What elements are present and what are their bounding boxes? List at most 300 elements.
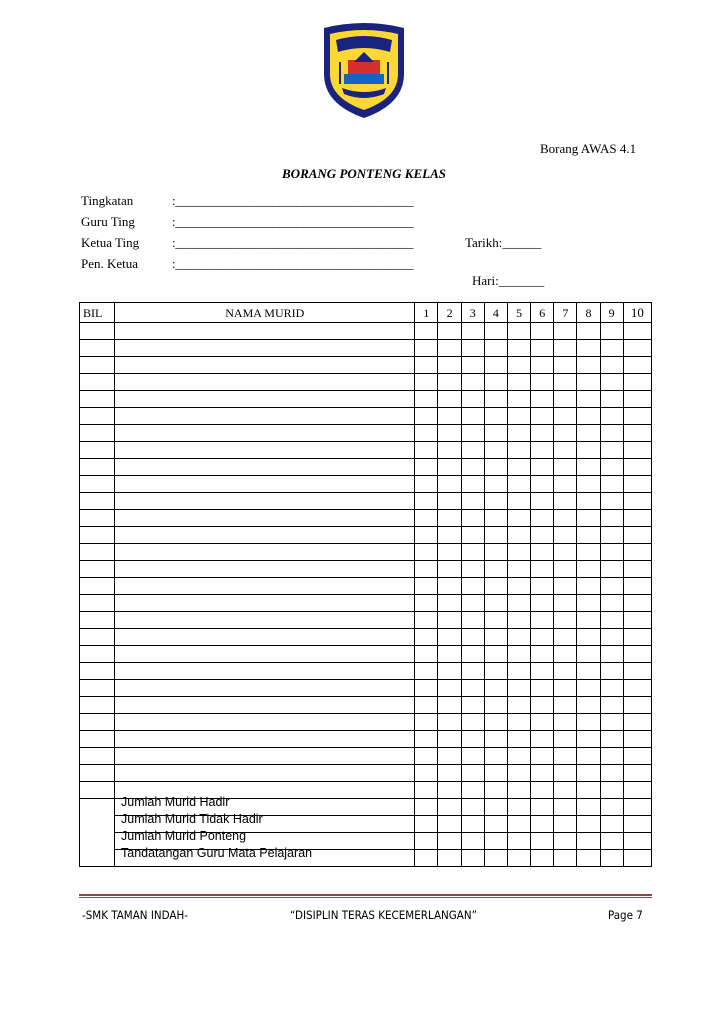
period-cell[interactable] xyxy=(415,493,438,510)
period-cell[interactable] xyxy=(507,612,530,629)
period-cell[interactable] xyxy=(600,340,623,357)
period-cell[interactable] xyxy=(415,799,438,816)
period-cell[interactable] xyxy=(577,476,600,493)
period-cell[interactable] xyxy=(438,595,461,612)
period-cell[interactable] xyxy=(484,765,507,782)
period-cell[interactable] xyxy=(554,510,577,527)
period-cell[interactable] xyxy=(554,578,577,595)
period-cell[interactable] xyxy=(577,629,600,646)
period-cell[interactable] xyxy=(507,714,530,731)
period-cell[interactable] xyxy=(577,680,600,697)
period-cell[interactable] xyxy=(461,425,484,442)
period-cell[interactable] xyxy=(484,629,507,646)
period-cell[interactable] xyxy=(577,561,600,578)
nama-cell[interactable] xyxy=(115,425,415,442)
period-cell[interactable] xyxy=(484,680,507,697)
period-cell[interactable] xyxy=(531,850,554,867)
period-cell[interactable] xyxy=(554,544,577,561)
period-cell[interactable] xyxy=(438,340,461,357)
period-cell[interactable] xyxy=(461,374,484,391)
period-cell[interactable] xyxy=(461,714,484,731)
period-cell[interactable] xyxy=(623,493,651,510)
period-cell[interactable] xyxy=(623,510,651,527)
period-cell[interactable] xyxy=(623,765,651,782)
period-cell[interactable] xyxy=(600,731,623,748)
period-cell[interactable] xyxy=(623,595,651,612)
period-cell[interactable] xyxy=(600,612,623,629)
period-cell[interactable] xyxy=(600,459,623,476)
period-cell[interactable] xyxy=(415,561,438,578)
period-cell[interactable] xyxy=(507,340,530,357)
period-cell[interactable] xyxy=(623,697,651,714)
period-cell[interactable] xyxy=(507,799,530,816)
period-cell[interactable] xyxy=(438,374,461,391)
period-cell[interactable] xyxy=(600,544,623,561)
period-cell[interactable] xyxy=(461,731,484,748)
period-cell[interactable] xyxy=(415,765,438,782)
period-cell[interactable] xyxy=(623,663,651,680)
period-cell[interactable] xyxy=(507,391,530,408)
period-cell[interactable] xyxy=(415,697,438,714)
bil-cell[interactable] xyxy=(80,442,115,459)
hari-field[interactable]: Hari:_______ xyxy=(472,273,545,288)
period-cell[interactable] xyxy=(415,646,438,663)
period-cell[interactable] xyxy=(600,646,623,663)
bil-cell[interactable] xyxy=(80,612,115,629)
period-cell[interactable] xyxy=(623,748,651,765)
period-cell[interactable] xyxy=(531,595,554,612)
period-cell[interactable] xyxy=(600,561,623,578)
period-cell[interactable] xyxy=(415,833,438,850)
period-cell[interactable] xyxy=(415,612,438,629)
period-cell[interactable] xyxy=(554,748,577,765)
period-cell[interactable] xyxy=(461,493,484,510)
period-cell[interactable] xyxy=(507,748,530,765)
period-cell[interactable] xyxy=(415,374,438,391)
period-cell[interactable] xyxy=(577,391,600,408)
period-cell[interactable] xyxy=(461,578,484,595)
period-cell[interactable] xyxy=(438,408,461,425)
period-cell[interactable] xyxy=(577,782,600,799)
field-line-pen-ketua[interactable]: :_______________________________________ xyxy=(172,256,414,271)
period-cell[interactable] xyxy=(461,459,484,476)
period-cell[interactable] xyxy=(507,527,530,544)
period-cell[interactable] xyxy=(577,646,600,663)
period-cell[interactable] xyxy=(531,714,554,731)
field-line-ketua-ting[interactable]: :_______________________________________ xyxy=(172,235,414,250)
nama-cell[interactable] xyxy=(115,340,415,357)
bil-cell[interactable] xyxy=(80,850,115,867)
period-cell[interactable] xyxy=(554,680,577,697)
period-cell[interactable] xyxy=(554,374,577,391)
period-cell[interactable] xyxy=(531,340,554,357)
period-cell[interactable] xyxy=(438,697,461,714)
period-cell[interactable] xyxy=(623,629,651,646)
period-cell[interactable] xyxy=(600,680,623,697)
period-cell[interactable] xyxy=(507,765,530,782)
period-cell[interactable] xyxy=(600,663,623,680)
period-cell[interactable] xyxy=(577,493,600,510)
period-cell[interactable] xyxy=(531,731,554,748)
period-cell[interactable] xyxy=(600,408,623,425)
bil-cell[interactable] xyxy=(80,731,115,748)
period-cell[interactable] xyxy=(554,459,577,476)
bil-cell[interactable] xyxy=(80,374,115,391)
period-cell[interactable] xyxy=(484,833,507,850)
period-cell[interactable] xyxy=(531,357,554,374)
period-cell[interactable] xyxy=(623,782,651,799)
period-cell[interactable] xyxy=(484,510,507,527)
bil-cell[interactable] xyxy=(80,799,115,816)
period-cell[interactable] xyxy=(531,816,554,833)
period-cell[interactable] xyxy=(623,527,651,544)
period-cell[interactable] xyxy=(507,425,530,442)
period-cell[interactable] xyxy=(438,646,461,663)
period-cell[interactable] xyxy=(484,357,507,374)
bil-cell[interactable] xyxy=(80,544,115,561)
period-cell[interactable] xyxy=(461,527,484,544)
period-cell[interactable] xyxy=(507,663,530,680)
period-cell[interactable] xyxy=(600,578,623,595)
period-cell[interactable] xyxy=(554,663,577,680)
period-cell[interactable] xyxy=(438,357,461,374)
bil-cell[interactable] xyxy=(80,425,115,442)
period-cell[interactable] xyxy=(623,391,651,408)
period-cell[interactable] xyxy=(438,493,461,510)
period-cell[interactable] xyxy=(438,578,461,595)
period-cell[interactable] xyxy=(484,323,507,340)
period-cell[interactable] xyxy=(415,476,438,493)
nama-cell[interactable] xyxy=(115,544,415,561)
period-cell[interactable] xyxy=(415,544,438,561)
bil-cell[interactable] xyxy=(80,340,115,357)
period-cell[interactable] xyxy=(438,680,461,697)
nama-cell[interactable] xyxy=(115,493,415,510)
period-cell[interactable] xyxy=(531,459,554,476)
nama-cell[interactable] xyxy=(115,663,415,680)
bil-cell[interactable] xyxy=(80,357,115,374)
period-cell[interactable] xyxy=(554,408,577,425)
period-cell[interactable] xyxy=(484,646,507,663)
period-cell[interactable] xyxy=(438,748,461,765)
period-cell[interactable] xyxy=(623,374,651,391)
period-cell[interactable] xyxy=(415,323,438,340)
period-cell[interactable] xyxy=(623,476,651,493)
period-cell[interactable] xyxy=(507,357,530,374)
period-cell[interactable] xyxy=(461,357,484,374)
period-cell[interactable] xyxy=(531,544,554,561)
nama-cell[interactable] xyxy=(115,765,415,782)
nama-cell[interactable] xyxy=(115,408,415,425)
period-cell[interactable] xyxy=(438,544,461,561)
period-cell[interactable] xyxy=(531,510,554,527)
period-cell[interactable] xyxy=(577,765,600,782)
nama-cell[interactable] xyxy=(115,680,415,697)
period-cell[interactable] xyxy=(600,850,623,867)
period-cell[interactable] xyxy=(623,850,651,867)
period-cell[interactable] xyxy=(600,357,623,374)
period-cell[interactable] xyxy=(461,646,484,663)
period-cell[interactable] xyxy=(577,408,600,425)
period-cell[interactable] xyxy=(623,425,651,442)
period-cell[interactable] xyxy=(507,646,530,663)
period-cell[interactable] xyxy=(600,765,623,782)
nama-cell[interactable] xyxy=(115,595,415,612)
period-cell[interactable] xyxy=(577,442,600,459)
period-cell[interactable] xyxy=(623,646,651,663)
period-cell[interactable] xyxy=(554,714,577,731)
period-cell[interactable] xyxy=(554,850,577,867)
period-cell[interactable] xyxy=(415,663,438,680)
period-cell[interactable] xyxy=(484,476,507,493)
period-cell[interactable] xyxy=(531,442,554,459)
period-cell[interactable] xyxy=(507,442,530,459)
period-cell[interactable] xyxy=(623,357,651,374)
period-cell[interactable] xyxy=(461,561,484,578)
period-cell[interactable] xyxy=(554,816,577,833)
period-cell[interactable] xyxy=(438,629,461,646)
period-cell[interactable] xyxy=(623,799,651,816)
period-cell[interactable] xyxy=(484,561,507,578)
period-cell[interactable] xyxy=(461,799,484,816)
period-cell[interactable] xyxy=(600,629,623,646)
period-cell[interactable] xyxy=(461,748,484,765)
period-cell[interactable] xyxy=(507,680,530,697)
bil-cell[interactable] xyxy=(80,561,115,578)
field-line-tingkatan[interactable]: :_______________________________________ xyxy=(172,193,414,208)
period-cell[interactable] xyxy=(600,816,623,833)
bil-cell[interactable] xyxy=(80,510,115,527)
period-cell[interactable] xyxy=(577,374,600,391)
period-cell[interactable] xyxy=(577,510,600,527)
period-cell[interactable] xyxy=(461,544,484,561)
period-cell[interactable] xyxy=(484,374,507,391)
period-cell[interactable] xyxy=(484,748,507,765)
period-cell[interactable] xyxy=(531,646,554,663)
period-cell[interactable] xyxy=(577,714,600,731)
period-cell[interactable] xyxy=(415,629,438,646)
period-cell[interactable] xyxy=(415,425,438,442)
nama-cell[interactable] xyxy=(115,357,415,374)
period-cell[interactable] xyxy=(438,850,461,867)
period-cell[interactable] xyxy=(507,408,530,425)
period-cell[interactable] xyxy=(415,782,438,799)
period-cell[interactable] xyxy=(461,629,484,646)
period-cell[interactable] xyxy=(600,374,623,391)
bil-cell[interactable] xyxy=(80,595,115,612)
period-cell[interactable] xyxy=(531,629,554,646)
period-cell[interactable] xyxy=(554,765,577,782)
period-cell[interactable] xyxy=(507,476,530,493)
period-cell[interactable] xyxy=(600,493,623,510)
period-cell[interactable] xyxy=(507,510,530,527)
period-cell[interactable] xyxy=(531,748,554,765)
period-cell[interactable] xyxy=(484,731,507,748)
period-cell[interactable] xyxy=(623,561,651,578)
period-cell[interactable] xyxy=(507,731,530,748)
period-cell[interactable] xyxy=(461,782,484,799)
period-cell[interactable] xyxy=(415,357,438,374)
period-cell[interactable] xyxy=(531,782,554,799)
period-cell[interactable] xyxy=(438,561,461,578)
period-cell[interactable] xyxy=(507,374,530,391)
bil-cell[interactable] xyxy=(80,714,115,731)
period-cell[interactable] xyxy=(415,408,438,425)
period-cell[interactable] xyxy=(554,731,577,748)
period-cell[interactable] xyxy=(438,816,461,833)
nama-cell[interactable] xyxy=(115,612,415,629)
period-cell[interactable] xyxy=(531,765,554,782)
period-cell[interactable] xyxy=(600,527,623,544)
period-cell[interactable] xyxy=(600,391,623,408)
nama-cell[interactable] xyxy=(115,442,415,459)
period-cell[interactable] xyxy=(484,816,507,833)
period-cell[interactable] xyxy=(415,816,438,833)
nama-cell[interactable] xyxy=(115,646,415,663)
period-cell[interactable] xyxy=(600,714,623,731)
period-cell[interactable] xyxy=(438,323,461,340)
nama-cell[interactable] xyxy=(115,323,415,340)
period-cell[interactable] xyxy=(554,561,577,578)
period-cell[interactable] xyxy=(484,697,507,714)
period-cell[interactable] xyxy=(577,340,600,357)
period-cell[interactable] xyxy=(531,323,554,340)
period-cell[interactable] xyxy=(461,697,484,714)
bil-cell[interactable] xyxy=(80,527,115,544)
period-cell[interactable] xyxy=(554,340,577,357)
period-cell[interactable] xyxy=(507,459,530,476)
period-cell[interactable] xyxy=(531,578,554,595)
period-cell[interactable] xyxy=(554,697,577,714)
period-cell[interactable] xyxy=(600,595,623,612)
period-cell[interactable] xyxy=(415,748,438,765)
period-cell[interactable] xyxy=(577,663,600,680)
period-cell[interactable] xyxy=(438,510,461,527)
period-cell[interactable] xyxy=(484,578,507,595)
period-cell[interactable] xyxy=(484,425,507,442)
period-cell[interactable] xyxy=(484,850,507,867)
bil-cell[interactable] xyxy=(80,578,115,595)
period-cell[interactable] xyxy=(554,595,577,612)
period-cell[interactable] xyxy=(623,816,651,833)
period-cell[interactable] xyxy=(507,493,530,510)
period-cell[interactable] xyxy=(484,544,507,561)
period-cell[interactable] xyxy=(577,357,600,374)
period-cell[interactable] xyxy=(415,714,438,731)
period-cell[interactable] xyxy=(484,408,507,425)
period-cell[interactable] xyxy=(461,442,484,459)
nama-cell[interactable] xyxy=(115,697,415,714)
period-cell[interactable] xyxy=(507,697,530,714)
period-cell[interactable] xyxy=(415,459,438,476)
period-cell[interactable] xyxy=(554,782,577,799)
period-cell[interactable] xyxy=(438,527,461,544)
period-cell[interactable] xyxy=(623,459,651,476)
period-cell[interactable] xyxy=(438,391,461,408)
period-cell[interactable] xyxy=(531,476,554,493)
nama-cell[interactable] xyxy=(115,561,415,578)
period-cell[interactable] xyxy=(461,612,484,629)
bil-cell[interactable] xyxy=(80,765,115,782)
period-cell[interactable] xyxy=(577,595,600,612)
period-cell[interactable] xyxy=(577,544,600,561)
period-cell[interactable] xyxy=(531,425,554,442)
period-cell[interactable] xyxy=(623,408,651,425)
period-cell[interactable] xyxy=(461,595,484,612)
bil-cell[interactable] xyxy=(80,782,115,799)
period-cell[interactable] xyxy=(484,391,507,408)
period-cell[interactable] xyxy=(438,714,461,731)
nama-cell[interactable] xyxy=(115,476,415,493)
period-cell[interactable] xyxy=(415,510,438,527)
bil-cell[interactable] xyxy=(80,459,115,476)
period-cell[interactable] xyxy=(531,799,554,816)
period-cell[interactable] xyxy=(600,442,623,459)
period-cell[interactable] xyxy=(577,612,600,629)
bil-cell[interactable] xyxy=(80,391,115,408)
bil-cell[interactable] xyxy=(80,748,115,765)
period-cell[interactable] xyxy=(438,833,461,850)
period-cell[interactable] xyxy=(438,731,461,748)
tarikh-field[interactable]: Tarikh:______ xyxy=(465,235,542,250)
period-cell[interactable] xyxy=(461,765,484,782)
period-cell[interactable] xyxy=(438,459,461,476)
period-cell[interactable] xyxy=(531,408,554,425)
period-cell[interactable] xyxy=(415,680,438,697)
period-cell[interactable] xyxy=(531,833,554,850)
bil-cell[interactable] xyxy=(80,476,115,493)
period-cell[interactable] xyxy=(507,782,530,799)
period-cell[interactable] xyxy=(461,816,484,833)
period-cell[interactable] xyxy=(623,578,651,595)
period-cell[interactable] xyxy=(577,459,600,476)
nama-cell[interactable] xyxy=(115,629,415,646)
period-cell[interactable] xyxy=(554,357,577,374)
period-cell[interactable] xyxy=(438,782,461,799)
bil-cell[interactable] xyxy=(80,646,115,663)
period-cell[interactable] xyxy=(554,629,577,646)
period-cell[interactable] xyxy=(438,765,461,782)
period-cell[interactable] xyxy=(600,697,623,714)
period-cell[interactable] xyxy=(507,850,530,867)
period-cell[interactable] xyxy=(484,714,507,731)
period-cell[interactable] xyxy=(600,799,623,816)
period-cell[interactable] xyxy=(438,442,461,459)
period-cell[interactable] xyxy=(461,391,484,408)
period-cell[interactable] xyxy=(507,833,530,850)
period-cell[interactable] xyxy=(461,408,484,425)
nama-cell[interactable] xyxy=(115,391,415,408)
period-cell[interactable] xyxy=(623,731,651,748)
bil-cell[interactable] xyxy=(80,833,115,850)
period-cell[interactable] xyxy=(507,629,530,646)
bil-cell[interactable] xyxy=(80,493,115,510)
period-cell[interactable] xyxy=(623,323,651,340)
bil-cell[interactable] xyxy=(80,697,115,714)
period-cell[interactable] xyxy=(554,612,577,629)
field-line-guru-ting[interactable]: :_______________________________________ xyxy=(172,214,414,229)
period-cell[interactable] xyxy=(461,476,484,493)
period-cell[interactable] xyxy=(623,714,651,731)
period-cell[interactable] xyxy=(415,391,438,408)
period-cell[interactable] xyxy=(438,663,461,680)
period-cell[interactable] xyxy=(484,493,507,510)
bil-cell[interactable] xyxy=(80,323,115,340)
nama-cell[interactable] xyxy=(115,374,415,391)
period-cell[interactable] xyxy=(484,612,507,629)
period-cell[interactable] xyxy=(484,340,507,357)
period-cell[interactable] xyxy=(577,425,600,442)
